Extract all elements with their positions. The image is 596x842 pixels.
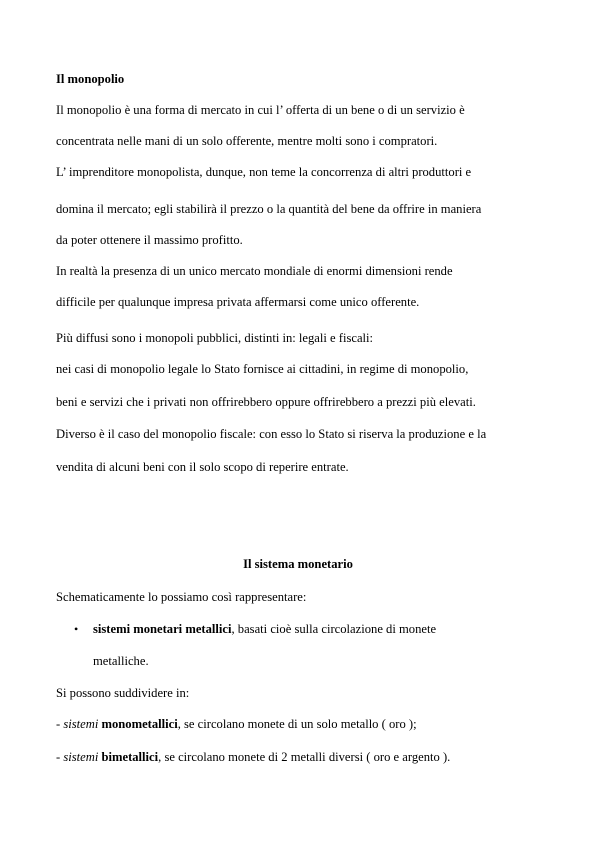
paragraph-line: domina il mercato; egli stabilirà il prezzo o la quantità del bene da offrire in maniera [56, 202, 482, 216]
list-text: , se circolano monete di un solo metallo ( oro ); [177, 717, 417, 731]
bullet-icon: • [74, 622, 79, 636]
paragraph-line: Più diffusi sono i monopoli pubblici, distinti in: legali e fiscali: [56, 331, 374, 345]
paragraph-line: In realtà la presenza di un unico mercato mondiale di enormi dimensioni rende [56, 264, 453, 278]
list-text: , se circolano monete di 2 metalli diversi ( oro e argento ). [158, 750, 451, 764]
paragraph-line: da poter ottenere il massimo profitto. [56, 233, 243, 247]
list-dash: - [56, 717, 64, 731]
paragraph-line: L’ imprenditore monopolista, dunque, non teme la concorrenza di altri produttori e [56, 165, 472, 179]
paragraph-line: Diverso è il caso del monopolio fiscale: con esso lo Stato si riserva la produzione e la [56, 427, 487, 441]
section-title-monopolio: Il monopolio [56, 72, 125, 86]
bullet-continuation: metalliche. [93, 654, 149, 668]
paragraph-line: Schematicamente lo possiamo così rappresentare: [56, 590, 307, 604]
paragraph-line: nei casi di monopolio legale lo Stato fornisce ai cittadini, in regime di monopolio, [56, 362, 469, 376]
paragraph-line: concentrata nelle mani di un solo offerente, mentre molti sono i compratori. [56, 134, 438, 148]
list-item [56, 716, 417, 732]
paragraph-line: difficile per qualunque impresa privata affermarsi come unico offerente. [56, 295, 420, 309]
list-dash: - [56, 750, 64, 764]
section-title-sistema-monetario: Il sistema monetario [243, 557, 353, 571]
list-bold-text: monometallici [101, 717, 178, 731]
paragraph-line: Il monopolio è una forma di mercato in cui l’ offerta di un bene o di un servizio è [56, 103, 465, 117]
list-bold-text: bimetallici [101, 750, 159, 764]
list-italic-text: sistemi [63, 750, 99, 764]
paragraph-line: Si possono suddividere in: [56, 686, 190, 700]
list-italic-text: sistemi [63, 717, 99, 731]
list-item [56, 749, 450, 765]
paragraph-line: beni e servizi che i privati non offrirebbero oppure offrirebbero a prezzi più elevati. [56, 395, 476, 409]
paragraph-line: vendita di alcuni beni con il solo scopo di reperire entrate. [56, 460, 349, 474]
bullet-item [93, 621, 436, 637]
bullet-bold-text: sistemi monetari metallici [93, 622, 232, 636]
bullet-text: , basati cioè sulla circolazione di monete [231, 622, 437, 636]
